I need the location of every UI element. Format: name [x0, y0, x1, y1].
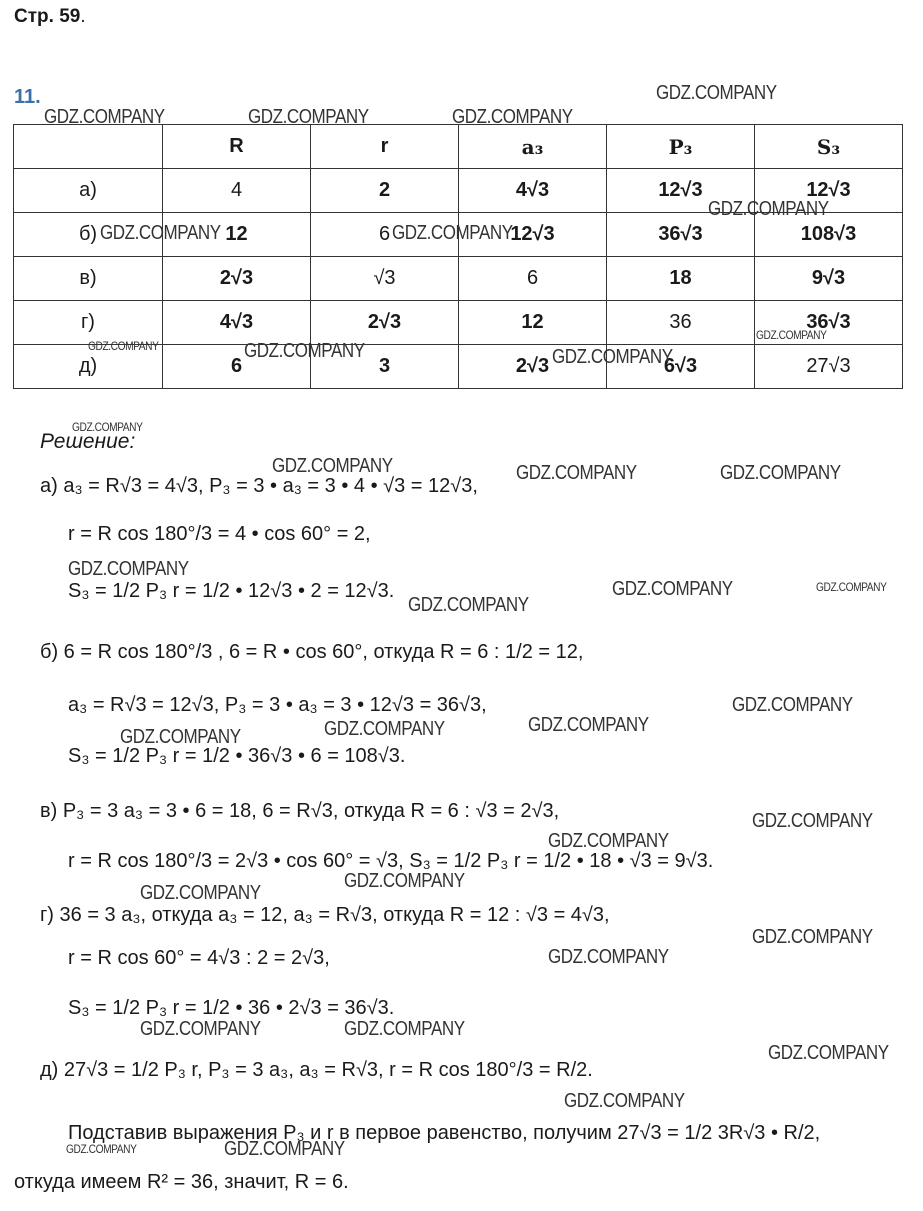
table-cell: 36	[607, 301, 755, 345]
watermark: GDZ.COMPANY	[392, 222, 513, 244]
watermark: GDZ.COMPANY	[88, 339, 159, 353]
page-reference: Стр. 59.	[14, 6, 86, 27]
watermark: GDZ.COMPANY	[768, 1042, 889, 1064]
table-row	[14, 257, 903, 301]
table-cell: 12√3	[459, 213, 607, 257]
table-cell: 4√3	[459, 169, 607, 213]
table-cell: 27√3	[755, 345, 903, 389]
table-cell: а)	[14, 169, 163, 213]
table-cell: √3	[311, 257, 459, 301]
watermark: GDZ.COMPANY	[752, 926, 873, 948]
solution-line: S₃ = 1/2 P₃ r = 1/2 • 12√3 • 2 = 12√3.	[68, 580, 395, 602]
table-cell: г)	[14, 301, 163, 345]
watermark: GDZ.COMPANY	[140, 882, 261, 904]
watermark: GDZ.COMPANY	[324, 718, 445, 740]
table-cell: 4	[163, 169, 311, 213]
watermark: GDZ.COMPANY	[552, 346, 673, 368]
solution-line: r = R cos 180°/3 = 2√3 • cos 60° = √3, S₃ = 1/2 P₃ r = 1/2 • 18 • √3 = 9√3.	[68, 850, 714, 872]
watermark: GDZ.COMPANY	[44, 106, 165, 128]
watermark: GDZ.COMPANY	[516, 462, 637, 484]
watermark: GDZ.COMPANY	[548, 946, 669, 968]
watermark: GDZ.COMPANY	[452, 106, 573, 128]
table-cell: 12√3	[607, 169, 755, 213]
watermark: GDZ.COMPANY	[68, 558, 189, 580]
watermark: GDZ.COMPANY	[408, 594, 529, 616]
watermark: GDZ.COMPANY	[244, 340, 365, 362]
table-cell: 12√3	[755, 169, 903, 213]
table-cell: 36√3	[755, 301, 903, 345]
table-header-cell: r	[311, 125, 459, 169]
solution-line: a₃ = R√3 = 12√3, P₃ = 3 • a₃ = 3 • 12√3 = 36√3,	[68, 694, 487, 716]
watermark: GDZ.COMPANY	[816, 580, 887, 594]
watermark: GDZ.COMPANY	[344, 1018, 465, 1040]
table-cell: в)	[14, 257, 163, 301]
table-cell: 2√3	[459, 345, 607, 389]
table-header-cell	[14, 125, 163, 169]
watermark: GDZ.COMPANY	[720, 462, 841, 484]
watermark: GDZ.COMPANY	[752, 810, 873, 832]
table-cell: 6√3	[607, 345, 755, 389]
table-cell: 12	[163, 213, 311, 257]
watermark: GDZ.COMPANY	[756, 328, 827, 342]
table-cell: 18	[607, 257, 755, 301]
watermark: GDZ.COMPANY	[140, 1018, 261, 1040]
solution-line: r = R cos 60° = 4√3 : 2 = 2√3,	[68, 947, 330, 969]
watermark: GDZ.COMPANY	[100, 222, 221, 244]
watermark: GDZ.COMPANY	[120, 726, 241, 748]
table-cell: 2√3	[163, 257, 311, 301]
solution-line: д) 27√3 = 1/2 P₃ r, P₃ = 3 a₃, a₃ = R√3, r = R cos 180°/3 = R/2.	[40, 1059, 593, 1081]
table-header-row	[14, 125, 903, 169]
watermark: GDZ.COMPANY	[548, 830, 669, 852]
watermark: GDZ.COMPANY	[656, 82, 777, 104]
watermark: GDZ.COMPANY	[224, 1138, 345, 1160]
table-cell: 108√3	[755, 213, 903, 257]
table-cell: 6	[459, 257, 607, 301]
table-cell: 4√3	[163, 301, 311, 345]
solution-line: г) 36 = 3 a₃, откуда a₃ = 12, a₃ = R√3, откуда R = 12 : √3 = 4√3,	[40, 904, 610, 926]
watermark: GDZ.COMPANY	[72, 420, 143, 434]
solution-line: S₃ = 1/2 P₃ r = 1/2 • 36√3 • 6 = 108√3.	[68, 745, 406, 767]
table-cell: 9√3	[755, 257, 903, 301]
table-header-cell: S₃	[755, 125, 903, 169]
watermark: GDZ.COMPANY	[528, 714, 649, 736]
table-cell: 12	[459, 301, 607, 345]
watermark: GDZ.COMPANY	[272, 455, 393, 477]
solution-line: а) a₃ = R√3 = 4√3, P₃ = 3 • a₃ = 3 • 4 • √3 = 12√3,	[40, 475, 478, 497]
solution-line: S₃ = 1/2 P₃ r = 1/2 • 36 • 2√3 = 36√3.	[68, 997, 395, 1019]
watermark: GDZ.COMPANY	[248, 106, 369, 128]
table-cell: 2√3	[311, 301, 459, 345]
solution-line: Подставив выражения P₃ и r в первое равенство, получим 27√3 = 1/2 3R√3 • R/2,	[68, 1122, 821, 1144]
table-header-cell: P₃	[607, 125, 755, 169]
watermark: GDZ.COMPANY	[66, 1142, 137, 1156]
watermark: GDZ.COMPANY	[564, 1090, 685, 1112]
watermark: GDZ.COMPANY	[708, 198, 829, 220]
table-header-cell: a₃	[459, 125, 607, 169]
table-cell: 6	[163, 345, 311, 389]
solution-line: r = R cos 180°/3 = 4 • cos 60° = 2,	[68, 523, 371, 545]
watermark: GDZ.COMPANY	[732, 694, 853, 716]
task-number: 11.	[14, 86, 41, 108]
solution-line: в) P₃ = 3 a₃ = 3 • 6 = 18, 6 = R√3, откуда R = 6 : √3 = 2√3,	[40, 800, 560, 822]
table-cell: б)	[14, 213, 163, 257]
watermark: GDZ.COMPANY	[344, 870, 465, 892]
table-header-cell: R	[163, 125, 311, 169]
table-cell: 36√3	[607, 213, 755, 257]
table-cell: 2	[311, 169, 459, 213]
watermark: GDZ.COMPANY	[612, 578, 733, 600]
solution-line: б) 6 = R cos 180°/3 , 6 = R • cos 60°, откуда R = 6 : 1/2 = 12,	[40, 641, 584, 663]
table-cell: 3	[311, 345, 459, 389]
solution-line: откуда имеем R² = 36, значит, R = 6.	[14, 1171, 349, 1193]
table-cell: 6	[311, 213, 459, 257]
solution-title: Решение:	[40, 430, 136, 453]
table-cell: д)	[14, 345, 163, 389]
